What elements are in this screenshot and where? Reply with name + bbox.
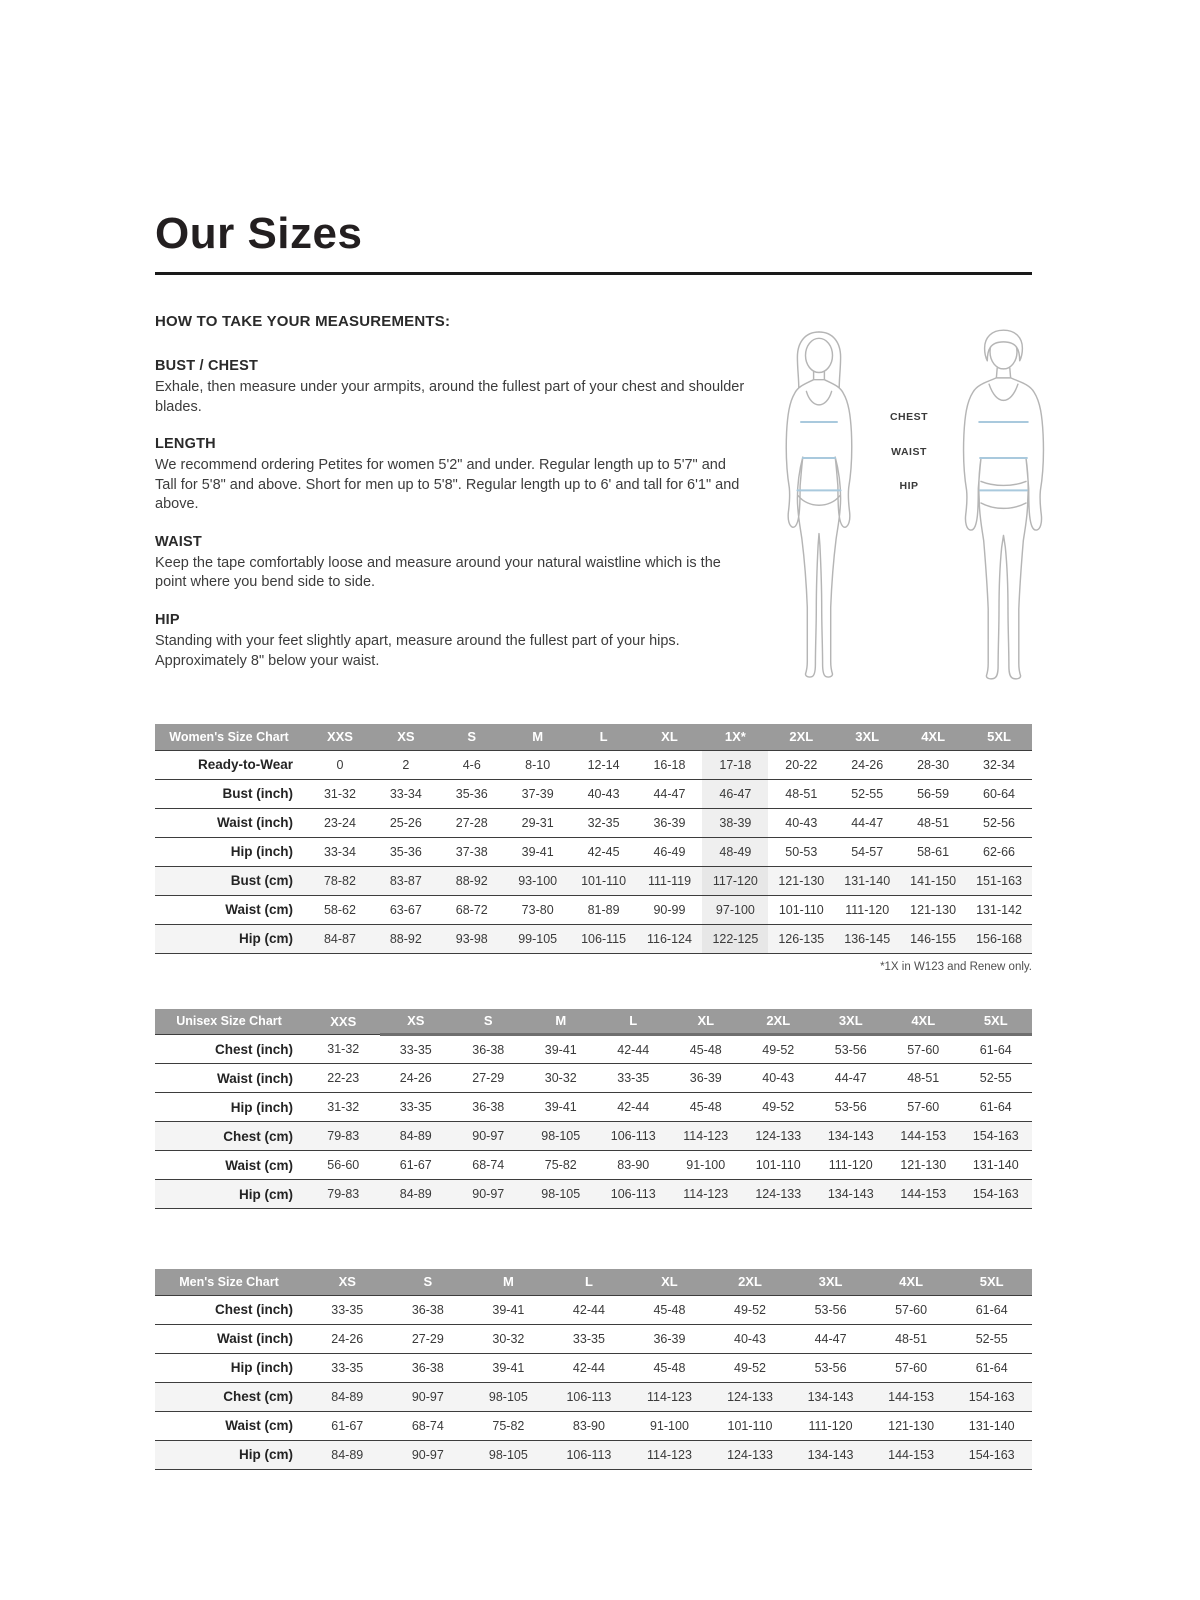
size-cell: 33-34 xyxy=(389,786,422,801)
row-label: Waist (inch) xyxy=(217,815,293,831)
size-cell: 33-35 xyxy=(617,1071,650,1086)
size-column-header: 5XL xyxy=(966,724,1032,750)
size-cell: 151-163 xyxy=(966,866,1032,895)
mens-size-table xyxy=(155,1269,1032,1470)
size-column-header: L xyxy=(571,724,637,750)
size-cell: 121-130 xyxy=(900,1158,947,1173)
table-row xyxy=(155,808,1032,837)
page-content xyxy=(155,0,1032,1470)
row-label: Bust (cm) xyxy=(155,866,307,895)
male-figure-illustration xyxy=(945,317,1062,689)
size-cell: 156-168 xyxy=(966,924,1032,953)
size-cell: 31-32 xyxy=(323,786,356,801)
size-column-header: 2XL xyxy=(710,1269,791,1295)
chest-label: CHEST xyxy=(889,411,929,423)
size-cell: 24-26 xyxy=(399,1071,432,1086)
table-row xyxy=(155,1035,1032,1064)
size-cell: 61-67 xyxy=(399,1158,432,1173)
size-cell: 2 xyxy=(402,757,410,772)
row-label: Hip (cm) xyxy=(155,924,307,953)
row-label: Waist (cm) xyxy=(225,902,293,918)
size-cell: 101-110 xyxy=(755,1158,801,1173)
size-cell: 68-72 xyxy=(455,902,488,917)
size-cell: 39-41 xyxy=(544,1042,577,1057)
size-column-header: XXS xyxy=(307,724,373,750)
size-cell: 36-39 xyxy=(653,815,686,830)
size-cell: 131-140 xyxy=(972,1158,1019,1173)
size-cell: 46-49 xyxy=(653,844,686,859)
size-column-header: 5XL xyxy=(951,1269,1032,1295)
size-cell: 116-124 xyxy=(637,924,703,953)
size-cell: 17-18 xyxy=(702,750,768,779)
size-cell: 33-34 xyxy=(323,844,356,859)
size-cell: 52-55 xyxy=(975,1331,1008,1346)
measurement-section-heading: WAIST xyxy=(155,533,202,550)
size-cell: 52-55 xyxy=(979,1071,1012,1086)
size-cell: 121-130 xyxy=(768,866,834,895)
measurement-section xyxy=(155,358,747,417)
size-cell: 122-125 xyxy=(702,924,768,953)
table-row xyxy=(155,924,1032,953)
size-column-header: M xyxy=(505,724,571,750)
size-cell: 40-43 xyxy=(762,1071,795,1086)
size-cell: 93-100 xyxy=(505,866,571,895)
size-cell: 141-150 xyxy=(900,866,966,895)
size-cell: 60-64 xyxy=(983,786,1016,801)
size-cell: 83-87 xyxy=(373,866,439,895)
size-cell: 37-39 xyxy=(521,786,554,801)
size-cell: 84-89 xyxy=(307,1440,388,1469)
size-cell: 98-105 xyxy=(525,1180,598,1209)
size-cell: 32-34 xyxy=(983,757,1016,772)
size-cell: 45-48 xyxy=(653,1302,686,1317)
size-cell: 48-49 xyxy=(702,837,768,866)
size-column-header: 5XL xyxy=(960,1009,1033,1035)
row-label: Chest (cm) xyxy=(155,1122,307,1151)
size-cell: 33-35 xyxy=(331,1302,364,1317)
size-column-header: XL xyxy=(637,724,703,750)
size-cell: 53-56 xyxy=(814,1302,847,1317)
size-cell: 57-60 xyxy=(907,1042,940,1057)
table-row xyxy=(155,1353,1032,1382)
size-cell: 88-92 xyxy=(373,924,439,953)
womens-table-footnote: *1X in W123 and Renew only. xyxy=(880,960,1032,973)
table-row xyxy=(155,895,1032,924)
size-cell: 98-105 xyxy=(525,1122,598,1151)
size-cell: 90-97 xyxy=(388,1440,469,1469)
size-column-header: 3XL xyxy=(790,1269,871,1295)
figure-illustrations xyxy=(765,317,1062,689)
size-cell: 45-48 xyxy=(653,1360,686,1375)
size-cell: 111-120 xyxy=(828,1158,873,1173)
size-cell: 35-36 xyxy=(389,844,422,859)
size-cell: 84-89 xyxy=(307,1382,388,1411)
size-cell: 39-41 xyxy=(544,1100,577,1115)
size-cell: 134-143 xyxy=(790,1440,871,1469)
row-label: Hip (inch) xyxy=(230,844,293,860)
size-cell: 49-52 xyxy=(734,1360,766,1375)
measurement-section xyxy=(155,612,747,671)
size-column-header: XXS xyxy=(307,1009,380,1035)
measurement-instructions xyxy=(155,313,747,690)
size-column-header: XS xyxy=(380,1009,453,1035)
size-cell: 27-29 xyxy=(472,1071,505,1086)
size-cell: 99-105 xyxy=(505,924,571,953)
size-cell: 49-52 xyxy=(762,1100,795,1115)
size-column-header: L xyxy=(549,1269,630,1295)
size-cell: 61-64 xyxy=(975,1302,1008,1317)
size-column-header: 4XL xyxy=(887,1009,960,1035)
size-cell: 154-163 xyxy=(951,1382,1032,1411)
size-cell: 131-140 xyxy=(968,1418,1015,1433)
size-cell: 44-47 xyxy=(834,1071,867,1086)
size-cell: 58-61 xyxy=(917,844,950,859)
measurement-section-body: Exhale, then measure under your armpits, around the fullest part of your chest and shoulder blades. xyxy=(155,379,745,415)
measurement-section-heading: HIP xyxy=(155,611,180,628)
size-cell: 37-38 xyxy=(455,844,488,859)
size-cell: 124-133 xyxy=(710,1382,791,1411)
table-row xyxy=(155,837,1032,866)
size-cell: 101-110 xyxy=(571,866,637,895)
size-cell: 154-163 xyxy=(960,1180,1033,1209)
size-cell: 52-56 xyxy=(983,815,1016,830)
size-cell: 24-26 xyxy=(851,757,884,772)
row-label: Waist (cm) xyxy=(225,1418,293,1434)
size-cell: 78-82 xyxy=(307,866,373,895)
size-cell: 134-143 xyxy=(815,1122,888,1151)
size-cell: 33-35 xyxy=(399,1042,432,1057)
measurement-intro xyxy=(155,313,1032,690)
size-cell: 40-43 xyxy=(734,1331,766,1346)
size-cell: 30-32 xyxy=(492,1331,525,1346)
size-cell: 111-119 xyxy=(637,866,703,895)
table-row xyxy=(155,1382,1032,1411)
figure-measure-labels xyxy=(873,317,945,689)
hip-label: HIP xyxy=(899,480,919,492)
size-cell: 54-57 xyxy=(851,844,884,859)
table-row xyxy=(155,1295,1032,1324)
size-cell: 27-28 xyxy=(455,815,488,830)
size-cell: 84-89 xyxy=(380,1122,453,1151)
mens-size-chart-section xyxy=(155,1269,1032,1470)
size-cell: 39-41 xyxy=(492,1360,525,1375)
size-cell: 101-110 xyxy=(778,902,824,917)
table-row xyxy=(155,1122,1032,1151)
table-row xyxy=(155,1064,1032,1093)
size-cell: 68-74 xyxy=(411,1418,444,1433)
size-cell: 61-64 xyxy=(979,1100,1012,1115)
size-cell: 124-133 xyxy=(742,1180,815,1209)
size-column-header: L xyxy=(597,1009,670,1035)
size-cell: 68-74 xyxy=(472,1158,505,1173)
size-cell: 61-64 xyxy=(975,1360,1008,1375)
table-title: Unisex Size Chart xyxy=(155,1009,307,1035)
size-cell: 61-64 xyxy=(979,1042,1012,1057)
size-cell: 90-97 xyxy=(452,1122,525,1151)
size-cell: 0 xyxy=(336,757,344,772)
size-cell: 42-44 xyxy=(572,1302,605,1317)
size-cell: 39-41 xyxy=(521,844,554,859)
size-cell: 24-26 xyxy=(331,1331,364,1346)
size-cell: 121-130 xyxy=(888,1418,935,1433)
row-label: Hip (inch) xyxy=(230,1360,293,1376)
size-cell: 44-47 xyxy=(814,1331,847,1346)
size-column-header: XL xyxy=(670,1009,743,1035)
measurement-sections xyxy=(155,358,747,671)
size-cell: 57-60 xyxy=(895,1360,928,1375)
size-cell: 75-82 xyxy=(492,1418,525,1433)
size-cell: 23-24 xyxy=(323,815,356,830)
size-column-header: 2XL xyxy=(768,724,834,750)
size-cell: 131-140 xyxy=(834,866,900,895)
size-cell: 154-163 xyxy=(951,1440,1032,1469)
size-cell: 48-51 xyxy=(785,786,818,801)
size-column-header: 4XL xyxy=(871,1269,952,1295)
size-cell: 52-55 xyxy=(851,786,884,801)
size-column-header: 1X* xyxy=(702,724,768,750)
size-cell: 33-35 xyxy=(572,1331,605,1346)
size-cell: 22-23 xyxy=(327,1071,360,1086)
size-cell: 134-143 xyxy=(815,1180,888,1209)
size-cell: 117-120 xyxy=(702,866,768,895)
table-row xyxy=(155,1411,1032,1440)
size-cell: 56-60 xyxy=(327,1158,360,1173)
size-cell: 36-38 xyxy=(472,1100,505,1115)
female-figure-illustration xyxy=(765,317,873,689)
size-cell: 106-115 xyxy=(571,924,637,953)
size-cell: 32-35 xyxy=(587,815,620,830)
size-cell: 53-56 xyxy=(834,1100,867,1115)
size-cell: 83-90 xyxy=(617,1158,650,1173)
size-cell: 144-153 xyxy=(887,1122,960,1151)
size-cell: 53-56 xyxy=(814,1360,847,1375)
size-column-header: M xyxy=(525,1009,598,1035)
size-cell: 57-60 xyxy=(907,1100,940,1115)
measurement-section xyxy=(155,534,747,593)
title-divider xyxy=(155,272,1032,275)
size-cell: 27-29 xyxy=(411,1331,444,1346)
table-row xyxy=(155,779,1032,808)
size-cell: 30-32 xyxy=(544,1071,577,1086)
size-cell: 124-133 xyxy=(710,1440,791,1469)
measurement-section-heading: LENGTH xyxy=(155,436,216,453)
size-cell: 79-83 xyxy=(307,1180,380,1209)
size-cell: 101-110 xyxy=(727,1418,773,1433)
size-cell: 84-87 xyxy=(307,924,373,953)
measurement-section-body: Keep the tape comfortably loose and measure around your natural waistline which is the point where you bend side to side. xyxy=(155,554,721,591)
size-cell: 29-31 xyxy=(521,815,554,830)
size-column-header: XS xyxy=(373,724,439,750)
row-label: Chest (cm) xyxy=(155,1382,307,1411)
size-cell: 124-133 xyxy=(742,1122,815,1151)
size-cell: 31-32 xyxy=(327,1042,360,1057)
row-label: Waist (inch) xyxy=(217,1070,293,1086)
size-cell: 40-43 xyxy=(785,815,818,830)
size-cell: 144-153 xyxy=(871,1382,952,1411)
row-label: Hip (inch) xyxy=(230,1099,293,1115)
table-title: Men's Size Chart xyxy=(155,1269,307,1295)
womens-size-table xyxy=(155,724,1032,954)
size-cell: 154-163 xyxy=(960,1122,1033,1151)
size-cell: 45-48 xyxy=(689,1042,722,1057)
size-cell: 42-44 xyxy=(617,1042,650,1057)
size-cell: 93-98 xyxy=(439,924,505,953)
table-row xyxy=(155,1180,1032,1209)
measurement-section-body: Standing with your feet slightly apart, measure around the fullest part of your hips. Approximately 8" below your waist. xyxy=(155,632,680,669)
size-column-header: 3XL xyxy=(834,724,900,750)
table-row xyxy=(155,1440,1032,1469)
size-cell: 36-39 xyxy=(689,1071,722,1086)
size-column-header: XL xyxy=(629,1269,710,1295)
size-cell: 12-14 xyxy=(587,757,620,772)
size-column-header: S xyxy=(388,1269,469,1295)
size-cell: 97-100 xyxy=(702,895,768,924)
table-title: Women's Size Chart xyxy=(155,724,307,750)
size-cell: 114-123 xyxy=(629,1440,710,1469)
size-cell: 136-145 xyxy=(834,924,900,953)
size-cell: 4-6 xyxy=(462,757,481,772)
size-cell: 90-97 xyxy=(388,1382,469,1411)
size-cell: 106-113 xyxy=(549,1440,630,1469)
table-row xyxy=(155,1151,1032,1180)
size-cell: 83-90 xyxy=(572,1418,605,1433)
row-label: Chest (inch) xyxy=(214,1041,293,1057)
size-cell: 61-67 xyxy=(331,1418,364,1433)
size-cell: 134-143 xyxy=(790,1382,871,1411)
size-cell: 114-123 xyxy=(670,1180,743,1209)
womens-size-chart-section xyxy=(155,724,1032,973)
size-cell: 106-113 xyxy=(597,1122,670,1151)
size-cell: 91-100 xyxy=(649,1418,689,1433)
size-cell: 33-35 xyxy=(331,1360,364,1375)
size-cell: 63-67 xyxy=(389,902,422,917)
size-cell: 45-48 xyxy=(689,1100,722,1115)
unisex-size-chart-section xyxy=(155,1009,1032,1210)
row-label: Bust (inch) xyxy=(222,786,293,802)
size-cell: 146-155 xyxy=(900,924,966,953)
size-cell: 38-39 xyxy=(702,808,768,837)
size-cell: 28-30 xyxy=(917,757,950,772)
size-cell: 106-113 xyxy=(549,1382,630,1411)
table-row xyxy=(155,866,1032,895)
size-cell: 111-120 xyxy=(845,902,890,917)
table-row xyxy=(155,1324,1032,1353)
size-cell: 44-47 xyxy=(851,815,884,830)
size-column-header: XS xyxy=(307,1269,388,1295)
unisex-size-table xyxy=(155,1009,1032,1210)
row-label: Chest (inch) xyxy=(214,1302,293,1318)
size-cell: 75-82 xyxy=(544,1158,577,1173)
row-label: Ready-to-Wear xyxy=(197,757,293,773)
size-cell: 42-44 xyxy=(572,1360,605,1375)
size-cell: 36-38 xyxy=(472,1042,505,1057)
size-cell: 56-59 xyxy=(917,786,950,801)
size-cell: 48-51 xyxy=(895,1331,928,1346)
size-cell: 114-123 xyxy=(670,1122,743,1151)
measurement-section-heading: BUST / CHEST xyxy=(155,358,259,374)
size-cell: 48-51 xyxy=(907,1071,940,1086)
size-cell: 79-83 xyxy=(307,1122,380,1151)
size-cell: 42-44 xyxy=(617,1100,650,1115)
size-cell: 35-36 xyxy=(455,786,488,801)
size-cell: 114-123 xyxy=(629,1382,710,1411)
size-cell: 90-97 xyxy=(452,1180,525,1209)
size-cell: 36-38 xyxy=(411,1360,444,1375)
size-cell: 144-153 xyxy=(871,1440,952,1469)
size-cell: 98-105 xyxy=(468,1382,549,1411)
size-column-header: S xyxy=(439,724,505,750)
size-cell: 88-92 xyxy=(439,866,505,895)
size-cell: 33-35 xyxy=(399,1100,432,1115)
size-cell: 25-26 xyxy=(389,815,422,830)
size-cell: 90-99 xyxy=(653,902,686,917)
size-cell: 49-52 xyxy=(734,1302,766,1317)
size-cell: 36-38 xyxy=(411,1302,444,1317)
row-label: Waist (cm) xyxy=(225,1157,293,1173)
size-cell: 98-105 xyxy=(468,1440,549,1469)
size-cell: 39-41 xyxy=(492,1302,525,1317)
size-cell: 131-142 xyxy=(976,902,1022,917)
size-column-header: 4XL xyxy=(900,724,966,750)
measurement-section-body: We recommend ordering Petites for women 5'2" and under. Regular length up to 5'7" and Tall for 5'8" and above. Short for men up to 5'8". Regular length up to 6' and tall for 6'1" and above. xyxy=(155,457,740,513)
size-cell: 50-53 xyxy=(785,844,818,859)
size-cell: 57-60 xyxy=(895,1302,928,1317)
size-cell: 84-89 xyxy=(380,1180,453,1209)
size-cell: 42-45 xyxy=(587,844,620,859)
table-row xyxy=(155,1093,1032,1122)
page-title: Our Sizes xyxy=(155,209,363,258)
row-label: Hip (cm) xyxy=(155,1440,307,1469)
size-cell: 106-113 xyxy=(597,1180,670,1209)
size-column-header: 2XL xyxy=(742,1009,815,1035)
size-cell: 40-43 xyxy=(587,786,620,801)
size-cell: 31-32 xyxy=(327,1100,360,1115)
size-column-header: 3XL xyxy=(815,1009,888,1035)
size-cell: 49-52 xyxy=(762,1042,795,1057)
size-cell: 81-89 xyxy=(587,902,620,917)
size-cell: 8-10 xyxy=(525,757,551,772)
size-cell: 126-135 xyxy=(768,924,834,953)
waist-label: WAIST xyxy=(891,446,927,458)
size-cell: 111-120 xyxy=(808,1418,853,1433)
size-cell: 144-153 xyxy=(887,1180,960,1209)
size-cell: 36-39 xyxy=(653,1331,686,1346)
size-cell: 73-80 xyxy=(521,902,554,917)
size-cell: 20-22 xyxy=(785,757,818,772)
row-label: Waist (inch) xyxy=(217,1331,293,1347)
table-row xyxy=(155,750,1032,779)
size-cell: 44-47 xyxy=(653,786,686,801)
size-column-header: S xyxy=(452,1009,525,1035)
size-cell: 121-130 xyxy=(910,902,957,917)
size-cell: 62-66 xyxy=(983,844,1016,859)
size-cell: 46-47 xyxy=(702,779,768,808)
size-column-header: M xyxy=(468,1269,549,1295)
measurement-section xyxy=(155,436,747,515)
size-cell: 91-100 xyxy=(686,1158,726,1173)
row-label: Hip (cm) xyxy=(155,1180,307,1209)
size-cell: 48-51 xyxy=(917,815,950,830)
size-cell: 16-18 xyxy=(653,757,686,772)
size-cell: 58-62 xyxy=(323,902,356,917)
size-cell: 53-56 xyxy=(834,1042,867,1057)
how-to-heading: HOW TO TAKE YOUR MEASUREMENTS: xyxy=(155,313,451,330)
